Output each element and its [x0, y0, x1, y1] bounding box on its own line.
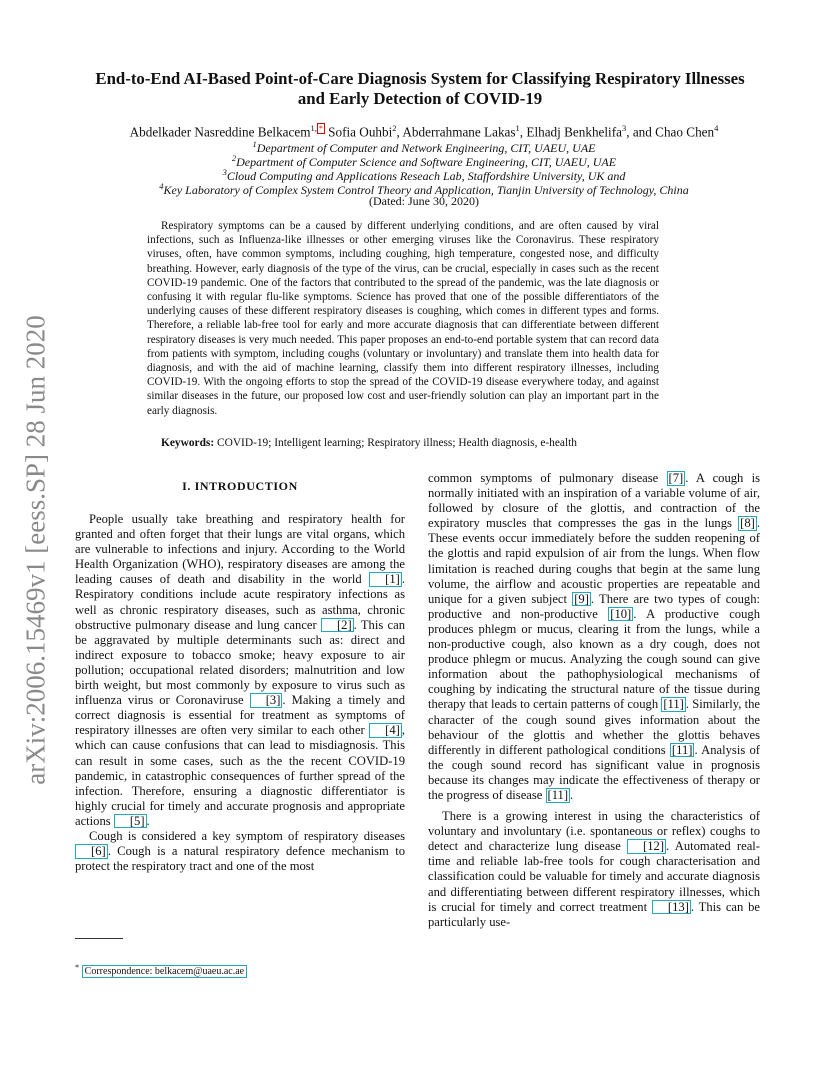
- paragraph-text: . A productive cough produces phlegm or mucus, clearing it from the lungs, while a non-productive cough, also known as a dry cough, does not produce phlegm or mucus. Analyzing the cough sound can give information about the pathophysiological mechanisms of coughing by indicating the structural nature of the tissue during therapy that leads to certain patterns of cough: [428, 606, 760, 712]
- footnote-mark: *: [75, 963, 80, 972]
- footnote: [75, 963, 247, 977]
- paragraph-text: . Respiratory conditions include acute respiratory infections as well as chronic respiratory diseases, such as asthma, chronic obstructive pulmonary disease and lung cancer: [75, 572, 405, 632]
- citation-link[interactable]: [12]: [627, 839, 666, 854]
- correspondence-email-link[interactable]: Correspondence: belkacem@uaeu.ac.ae: [82, 965, 247, 978]
- author-name: , and Chao Chen: [626, 124, 715, 140]
- citation-link[interactable]: [4]: [369, 723, 402, 738]
- citation-link[interactable]: [13]: [652, 900, 691, 915]
- author-name: , Abderrahmane Lakas: [396, 124, 516, 140]
- paragraph-text: . There are two types of cough: productive and non-productive: [428, 591, 760, 621]
- citation-link[interactable]: [5]: [114, 814, 147, 829]
- right-column: [428, 471, 760, 930]
- citation-link[interactable]: [6]: [75, 844, 108, 859]
- keywords-text: COVID-19; Intelligent learning; Respiratory illness; Health diagnosis, e-health: [214, 437, 577, 449]
- arxiv-identifier[interactable]: arXiv:2006.15469v1 [eess.SP] 28 Jun 2020: [20, 315, 51, 785]
- paragraph: [75, 512, 405, 829]
- citation-link[interactable]: [7]: [668, 471, 684, 485]
- paragraph-text: . Similarly, the character of the cough sound gives information about the behaviour of the glottis and whether the glottis behaves differently in different pathological conditions: [428, 697, 760, 757]
- paper-title: End-to-End AI-Based Point-of-Care Diagnosis System for Classifying Respiratory Illnesses and Early Detection of COVID-19: [95, 69, 745, 108]
- paragraph-text: . This can be aggravated by multiple determinants such as: direct and indirect exposure to tobacco smoke; heavy exposure to air pollution; occupational related disorders; malnutrition and low birth weight, but most commonly by exposure to virus such as influenza virus or Coronaviruse: [75, 617, 405, 708]
- citation-link[interactable]: [2]: [321, 618, 354, 633]
- date-line: (Dated: June 30, 2020): [369, 194, 479, 208]
- footnote-divider: [75, 938, 123, 939]
- author-name: Abdelkader Nasreddine Belkacem: [129, 124, 311, 140]
- left-column: [75, 512, 405, 874]
- affiliation-number: 4: [159, 181, 164, 191]
- affiliation-number: 1: [252, 139, 257, 149]
- affiliation-marker: 2: [392, 123, 397, 133]
- paragraph-text: . These events occur immediately before the sudden reopening of the glottis and rapid expulsion of air from the lungs. When flow limitation is reached during coughs that begin at the same lung volume, the airflow and acoustic properties are repeatable and unique for a given subject: [428, 516, 760, 606]
- paragraph-text: . This can be particularly use-: [428, 899, 761, 929]
- paragraph-text: .: [146, 813, 150, 828]
- paragraph-text: . Cough is a natural respiratory defence mechanism to protect the respiratory tract and one of the most: [75, 844, 405, 874]
- paragraph: [428, 471, 760, 803]
- keywords-line: [161, 437, 681, 449]
- affiliation-text: Cloud Computing and Applications Reseach Lab, Staffordshire University, UK and: [226, 169, 626, 183]
- affiliation-marker: 4: [714, 123, 719, 133]
- citation-link[interactable]: [11]: [547, 787, 569, 802]
- section-heading: I. INTRODUCTION: [182, 479, 298, 493]
- citation-link[interactable]: [11]: [671, 742, 693, 757]
- affiliation-marker: 3: [621, 123, 627, 133]
- paragraph-text: Cough is considered a key symptom of respiratory diseases: [89, 828, 405, 843]
- citation-link[interactable]: [11]: [663, 697, 684, 712]
- citation-link[interactable]: [10]: [610, 606, 632, 621]
- affiliation-text: Department of Computer and Network Engineering, CIT, UAEU, UAE: [256, 141, 596, 155]
- affiliation-marker: 1: [515, 123, 520, 133]
- citation-link[interactable]: [3]: [250, 693, 283, 708]
- paragraph-text: , which can cause confusions that can lead to misdiagnosis. This can result in some cases, such as the the recent COVID-19 pandemic, in catastrophic consequences of further spread of the infection. Therefore, ensuring a diagnostic differentiator is highly crucial for timely and accurate prognosis and appropriate actions: [75, 723, 405, 828]
- paragraph-text: .: [570, 787, 574, 802]
- paragraph-text: There is a growing interest in using the characteristics of voluntary and involuntary (i.e. spontaneous or reflex) coughs to detect and characterize lung disease: [428, 809, 760, 854]
- affiliation-marker: 1,: [310, 123, 317, 133]
- abstract: Respiratory symptoms can be a caused by different underlying conditions, and are often caused by viral infections, such as Influenza-like illnesses or other emerging viruses like the Coronavirus. These respiratory viruses, often, have common symptoms, including coughing, high temperature, congested nose, and difficulty breathing. However, early diagnosis of the type of the virus, can be crucial, especially in cases such as the recent COVID-19 pandemic. One of the factors that contributed to the spread of the pandemic, was the late diagnosis or confusing it with regular flu-like symptoms. Science has proved that one of the possible differentiators of the underlying causes of these different respiratory diseases is coughing, which comes in different types and forms. Therefore, a reliable lab-free tool for early and more accurate diagnosis that can differentiate between different respiratory diseases is very much needed. This paper proposes an end-to-end portable system that can record data from patients with symptom, including coughs (voluntary or involuntary) and translate them into health data for diagnosis, and with the aid of machine learning, classify them into different respiratory illnesses, including COVID-19. With the ongoing efforts to stop the spread of the COVID-19 disease everywhere today, and against similar diseases in the future, our proposed low cost and user-friendly solution can play an important part in the early diagnosis.: [147, 220, 659, 417]
- author-name: , Elhadj Benkhelifa: [519, 124, 622, 140]
- paragraph-text: . A cough is normally initiated with an inspiration of a variable volume of air, followed by closure of the glottis, and contraction of the expiratory muscles that compresses the gas in the lungs: [428, 471, 760, 531]
- paragraph-text: . Making a timely and correct diagnosis is essential for treatment as symptoms of respiratory illnesses are often very similar to each other: [75, 693, 405, 738]
- citation-link[interactable]: [9]: [574, 591, 589, 606]
- keywords-label: Keywords:: [161, 437, 215, 449]
- citation-link[interactable]: [8]: [740, 516, 755, 531]
- paragraph-text: . Automated real-time and reliable lab-free tools for cough characterisation and classification could be valuable for timely and accurate diagnosis and differentiating between different respiratory illnesses, which is crucial for timely and correct treatment: [428, 839, 760, 914]
- author-list: [60, 123, 788, 140]
- paragraph-text: People usually take breathing and respiratory health for granted and often forget that their lungs are vital organs, which are vulnerable to infections and injury. According to the World Health Organization (WHO), respiratory diseases are among the leading causes of death and disability in the world: [75, 512, 405, 587]
- citation-link[interactable]: [1]: [369, 572, 402, 587]
- affiliation-number: 3: [222, 167, 227, 177]
- affiliation-number: 2: [231, 153, 237, 163]
- paragraph: [428, 809, 760, 930]
- affiliation-text: Department of Computer Science and Software Engineering, CIT, UAEU, UAE: [236, 155, 617, 169]
- arxiv-side-stamp: [6, 315, 66, 785]
- paragraph-text: . Analysis of the cough sound record has significant value in prognosis because its changes may indicate the effectiveness of therapy or the progress of disease: [428, 742, 760, 802]
- paragraph: [75, 829, 405, 874]
- footnote-link[interactable]: *: [318, 124, 323, 133]
- author-name: Sofia Ouhbi: [324, 124, 393, 140]
- paragraph-text: common symptoms of pulmonary disease: [428, 471, 667, 485]
- affiliation-text: Key Laboratory of Complex System Control Theory and Application, Tianjin University of Technology, China: [163, 183, 689, 197]
